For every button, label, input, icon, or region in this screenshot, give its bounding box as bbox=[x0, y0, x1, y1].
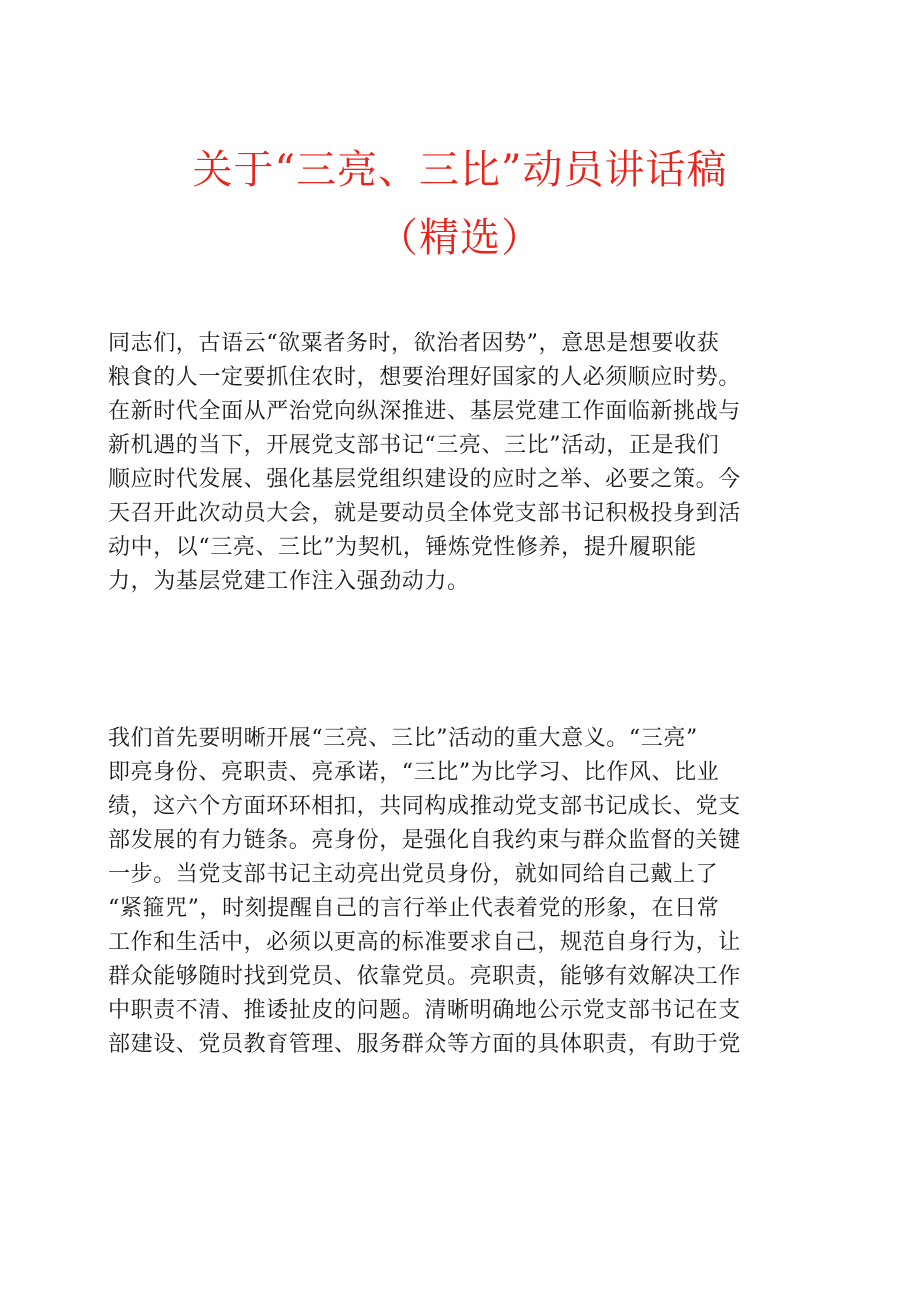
paragraph-line: 部建设、党员教育管理、服务群众等方面的具体职责，有助于党 bbox=[108, 1032, 741, 1057]
paragraph-line: 绩，这六个方面环环相扣，共同构成推动党支部书记成长、党支 bbox=[108, 794, 741, 819]
document-title: 关于“三亮、三比”动员讲话稿 bbox=[192, 147, 728, 193]
paragraph-line: 动中，以“三亮、三比”为契机，锤炼党性修养，提升履职能 bbox=[108, 535, 697, 560]
paragraph-line: 新机遇的当下，开展党支部书记“三亮、三比”活动，正是我们 bbox=[108, 433, 720, 458]
paragraph-line: 顺应时代发展、强化基层党组织建设的应时之举、必要之策。今 bbox=[108, 467, 741, 492]
paragraph-line: 一步。当党支部书记主动亮出党员身份，就如同给自己戴上了 bbox=[108, 862, 719, 887]
body-paragraph-2 bbox=[108, 722, 808, 1062]
body-paragraph-1 bbox=[108, 327, 808, 599]
document-subtitle: （精选） bbox=[378, 215, 542, 261]
paragraph-line: 群众能够随时找到党员、依靠党员。亮职责，能够有效解决工作 bbox=[108, 964, 741, 989]
paragraph-line: “紧箍咒”，时刻提醒自己的言行举止代表着党的形象，在日常 bbox=[108, 896, 720, 921]
paragraph-line: 部发展的有力链条。亮身份，是强化自我约束与群众监督的关键 bbox=[108, 828, 741, 853]
paragraph-line: 工作和生活中，必须以更高的标准要求自己，规范自身行为，让 bbox=[108, 930, 741, 955]
paragraph-line: 在新时代全面从严治党向纵深推进、基层党建工作面临新挑战与 bbox=[108, 399, 741, 424]
paragraph-line: 力，为基层党建工作注入强劲动力。 bbox=[108, 569, 470, 594]
paragraph-line: 即亮身份、亮职责、亮承诺，“三比”为比学习、比作风、比业 bbox=[108, 760, 720, 785]
paragraph-line: 中职责不清、推诿扯皮的问题。清晰明确地公示党支部书记在支 bbox=[108, 998, 741, 1023]
paragraph-line: 同志们，古语云“欲粟者务时，欲治者因势”，意思是想要收获 bbox=[108, 331, 720, 356]
paragraph-line: 我们首先要明晰开展“三亮、三比”活动的重大意义。“三亮” bbox=[108, 726, 698, 751]
paragraph-line: 天召开此次动员大会，就是要动员全体党支部书记积极投身到活 bbox=[108, 501, 741, 526]
paragraph-line: 粮食的人一定要抓住农时，想要治理好国家的人必须顺应时势。 bbox=[108, 365, 741, 390]
